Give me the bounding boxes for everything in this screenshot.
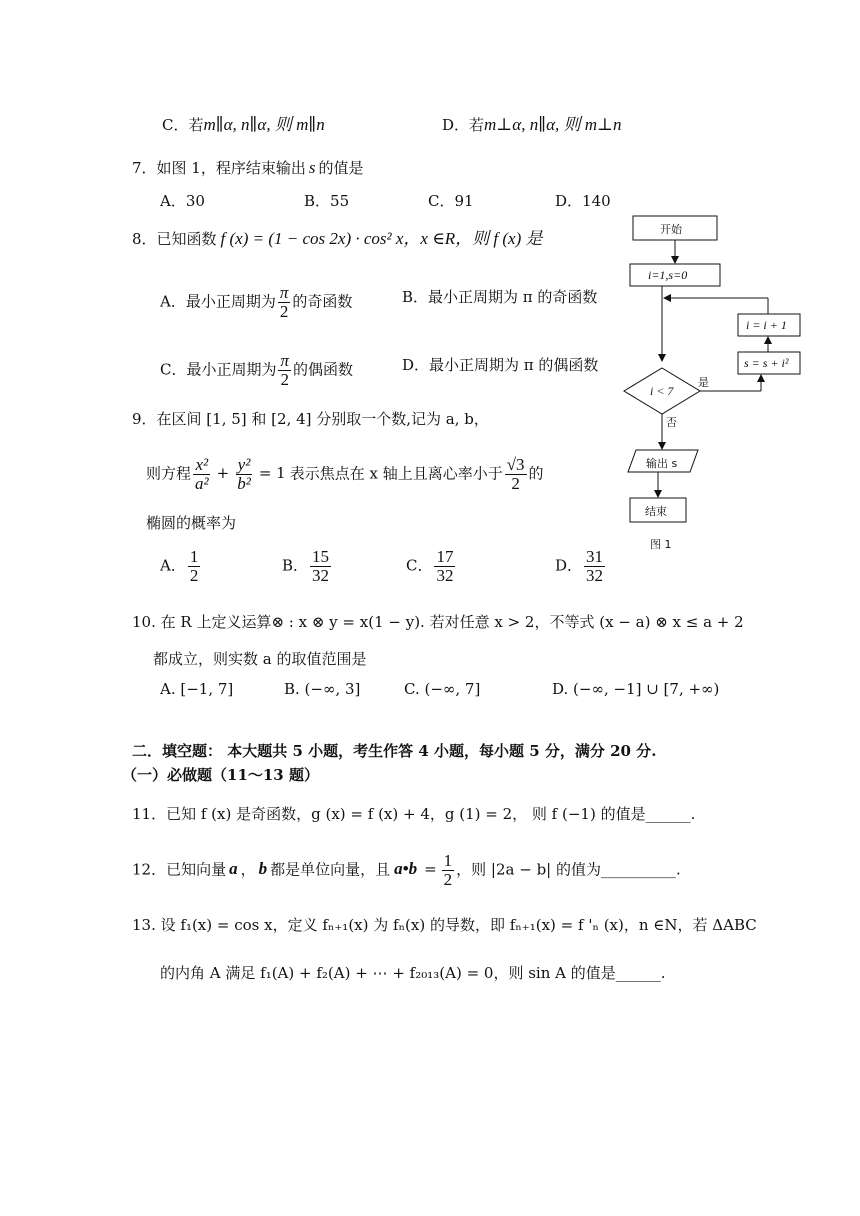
q6-option-d [442, 114, 622, 136]
q9-stem-line3: 椭圆的概率为 [146, 514, 237, 532]
q10-option-d: D. (−∞, −1] ∪ [7, +∞) [552, 680, 720, 698]
q8-option-b: B．最小正周期为 π 的奇函数 [402, 288, 598, 306]
q10-option-c: C. (−∞, 7] [404, 680, 481, 698]
q6-option-c [162, 114, 325, 136]
q8-option-c: C．最小正周期为 $\frac{\pi}{2}$ 的偶函数 [160, 351, 354, 389]
q12-fraction-half: $\frac{1}{2}$ [443, 851, 453, 889]
q6-option-c-math: m∥α, n∥α, 则 m∥n [203, 115, 325, 134]
q13-stem-line1: 13. 设 f₁(x) = cos x，定义 fₙ₊₁(x) 为 fₙ(x) 的导数，即 fₙ₊₁(x) = f 'ₙ (x)，n ∈N，若 ΔABC [132, 916, 757, 934]
flowchart-accumulate-label: s = s + i² [744, 356, 789, 370]
q9-option-a-fraction: $\frac{1}{2}$ [189, 547, 199, 585]
q9-option-c: C． $\frac{17}{32}$ [406, 547, 454, 585]
flowchart-lines [618, 210, 818, 550]
q12-stem: 12．已知向量 a ， b 都是单位向量，且 a•b = $\frac{1}{2}$ ，则 |2a − b| 的值为__________. [132, 851, 681, 889]
section2-title: 二．填空题： 本大题共 5 小题，考生作答 4 小题，每小题 5 分，满分 20 分. [132, 742, 657, 760]
flowchart-output-label: 输出 s [646, 457, 678, 470]
flowchart-condition-label: i < 7 [650, 384, 674, 398]
q11-stem: 11．已知 f (x) 是奇函数，g (x) = f (x) + 4，g (1) = 2， 则 f (−1) 的值是______. [132, 805, 696, 823]
q8-fraction-pi-over-2-c: $\frac{\pi}{2}$ [280, 351, 290, 389]
q10-stem-line1: 10. 在 R 上定义运算⊗ : x ⊗ y = x(1 − y). 若对任意 x > 2，不等式 (x − a) ⊗ x ≤ a + 2 [132, 613, 744, 631]
q8-option-d: D．最小正周期为 π 的偶函数 [402, 356, 599, 374]
flowchart-init-label: i=1,s=0 [648, 268, 688, 282]
q9-option-b-fraction: $\frac{15}{32}$ [312, 547, 330, 585]
flowchart-figure-1 [618, 210, 818, 550]
q9-stem-line2: 则方程 $\frac{\text{x²}}{\text{a²}}$ + $\frac{\text{y²}}{\text{b²}}$ = 1 表示焦点在 x 轴上且离心率小于 $\frac{√3}{2}$ 的 [146, 455, 544, 493]
q7-option-d: D．140 [555, 192, 611, 210]
q6-option-d-math: m⊥α, n∥α, 则 m⊥n [484, 115, 622, 134]
q9-option-c-fraction: $\frac{17}{32}$ [436, 547, 454, 585]
q10-stem-line2: 都成立，则实数 a 的取值范围是 [153, 650, 367, 668]
q8-formula: f (x) = (1 − cos 2x) · cos² x，x ∈R，则 f (x) 是 [220, 229, 543, 248]
flowchart-caption: 图 1 [650, 538, 672, 551]
flowchart-end-label: 结束 [645, 505, 667, 518]
flowchart-yes-label: 是 [698, 376, 709, 389]
q7-stem: 7．如图 1，程序结束输出 s 的值是 [132, 158, 364, 177]
q8-option-a: A．最小正周期为 $\frac{\pi}{2}$ 的奇函数 [160, 283, 353, 321]
q7-option-c: C．91 [428, 192, 474, 210]
q10-option-b: B. (−∞, 3] [284, 680, 361, 698]
q6-option-d-label: D．若 [442, 116, 485, 134]
q9-stem-line1: 9．在区间 [1, 5] 和 [2, 4] 分别取一个数,记为 a, b， [132, 410, 489, 428]
q6-option-c-label: C．若 [162, 116, 204, 134]
q13-stem-line2: 的内角 A 满足 f₁(A) + f₂(A) + ⋯ + f₂₀₁₃(A) = 0，则 sin A 的值是______. [160, 964, 666, 982]
q9-option-a: A． $\frac{1}{2}$ [160, 547, 199, 585]
flowchart-increment-label: i = i + 1 [746, 318, 787, 332]
q7-option-b: B．55 [304, 192, 350, 210]
flowchart-start-label: 开始 [660, 223, 682, 236]
q9-fraction-y2-b2: $\frac{\text{y²}}{\text{b²}}$ [237, 455, 251, 493]
section2-subtitle: （一）必做题（11～13 题） [122, 766, 319, 784]
q9-option-d-fraction: $\frac{31}{32}$ [586, 547, 604, 585]
q7-option-a: A．30 [160, 192, 205, 210]
q9-fraction-x2-a2: $\frac{\text{x²}}{\text{a²}}$ [195, 455, 209, 493]
q9-fraction-sqrt3-2: $\frac{√3}{2}$ [506, 455, 525, 493]
q9-option-d: D． $\frac{31}{32}$ [555, 547, 604, 585]
q8-fraction-pi-over-2: $\frac{\pi}{2}$ [279, 283, 289, 321]
q9-option-b: B． $\frac{15}{32}$ [282, 547, 330, 585]
flowchart-no-label: 否 [666, 416, 677, 429]
q8-stem: 8．已知函数 f (x) = (1 − cos 2x) · cos² x，x ∈R，则 f (x) 是 [132, 229, 543, 248]
q10-option-a: A. [−1, 7] [160, 680, 234, 698]
